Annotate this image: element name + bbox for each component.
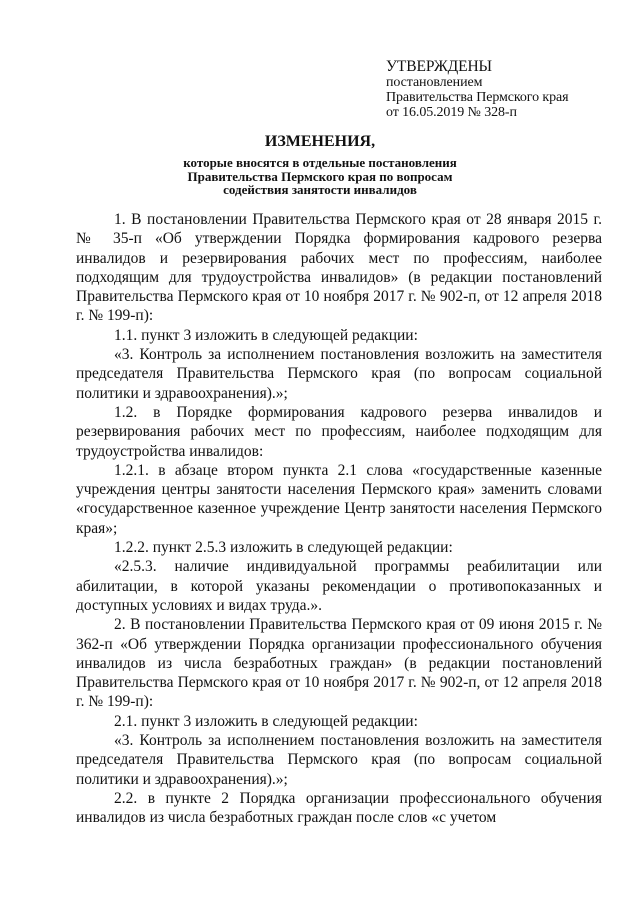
paragraph: 2. В постановлении Правительства Пермского края от 09 июня 2015 г. № 362-п «Об утверждении Порядка организации профессионального обучения инвалидов из числа безработных граждан» (в редакции постановлений Правительства Пермского края от 10 ноября 2017 г. № 902-п, от 12 апреля 2018 г. № 199-п): [76,616,602,711]
approval-heading: УТВЕРЖДЕНЫ [386,58,492,75]
subtitle-line: Правительства Пермского края по вопросам [187,168,453,184]
paragraph: 1. В постановлении Правительства Пермского края от 28 января 2015 г. № 35-п «Об утверждении Порядка формирования кадрового резерва инвалидов и резервирования рабочих мест по профессиям, наиболее подходящим для трудоустройства инвалидов» (в редакции постановлений Правительства Пермского края от 10 ноября 2017 г. № 902-п, от 12 апреля 2018 г. № 199-п): [76,211,602,325]
approval-date: от 16.05.2019 № 328-п [386,105,517,120]
approval-stamp [386,58,568,120]
subtitle-line: содействия занятости инвалидов [223,182,417,197]
document-body [76,210,602,828]
paragraph: 1.1. пункт 3 изложить в следующей редакции: [114,326,418,344]
paragraph: 1.2.1. в абзаце втором пункта 2.1 слова «государственные казенные учреждения центры занятости населения Пермского края» заменить словами «государственное казенное учреждение Центр занятости населения Пермского края»; [76,461,602,537]
document-title: ИЗМЕНЕНИЯ, [264,133,376,150]
paragraph: «2.5.3. наличие индивидуальной программы реабилитации или абилитации, в которой указаны рекомендации о противопоказанных и доступных условиях и видах труда.». [76,558,602,614]
paragraph: «3. Контроль за исполнением постановления возложить на заместителя председателя Правительства Пермского края (по вопросам социальной политики и здравоохранения).»; [76,732,602,788]
document-subtitle [150,156,490,197]
paragraph: 1.2.2. пункт 2.5.3 изложить в следующей редакции: [114,539,453,557]
approval-line: Правительства Пермского края [386,90,569,105]
paragraph: «3. Контроль за исполнением постановления возложить на заместителя председателя Правительства Пермского края (по вопросам социальной политики и здравоохранения).»; [76,346,602,402]
approval-line: постановлением [386,75,483,90]
subtitle-line: которые вносятся в отдельные постановления [183,155,457,170]
paragraph: 2.2. в пункте 2 Порядка организации профессионального обучения инвалидов из числа безработных граждан после слов «с учетом [76,789,602,827]
paragraph: 1.2. в Порядке формирования кадрового резерва инвалидов и резервирования рабочих мест по профессиям, наиболее подходящим для трудоустройства инвалидов: [76,403,602,460]
paragraph: 2.1. пункт 3 изложить в следующей редакции: [114,712,418,730]
